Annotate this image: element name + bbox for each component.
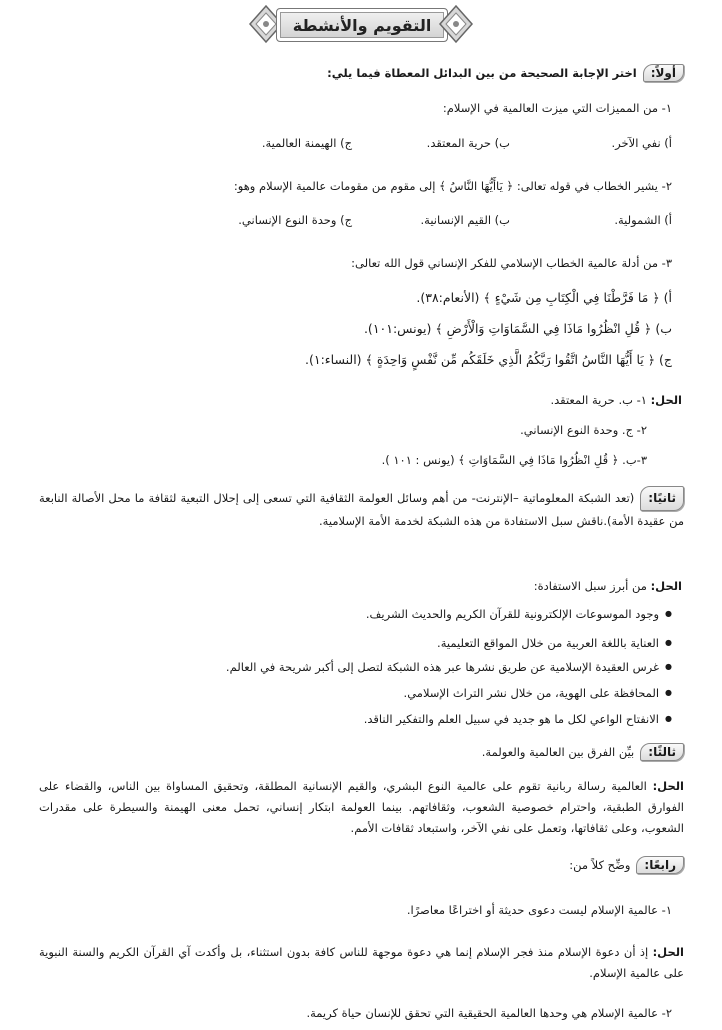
q4-solution-label: الحل:	[652, 945, 684, 959]
page-title: التقويم والأنشطة	[292, 15, 432, 35]
q2-bullet-3: ● غرس العقيدة الإسلامية عن طريق نشرها عبر هذه الشبكة لتصل إلى أكبر شريحة في العالم.	[226, 660, 672, 674]
q1-solution-1	[550, 393, 682, 407]
q2-tag: ثانيًا:	[640, 486, 684, 511]
q4-solution-block	[39, 942, 684, 984]
q3-solution-block	[39, 776, 684, 839]
q1-item2-stem: ٢- يشير الخطاب في قوله تعالى: ﴿ يَاأَيُّهَا النَّاسُ ﴾ إلى مقوم من مقومات عالمية الإسلام وهو:	[233, 179, 672, 193]
q2-solution-label: الحل:	[650, 579, 682, 593]
q1-item3-option-b: ب) ﴿ قُلِ انْظُرُوا مَاذَا فِي السَّمَاوَاتِ وَالْأَرْضِ ﴾ (يونس:١٠١).	[363, 321, 672, 336]
q1-item3-option-c: ج) ﴿ يَا أَيُّهَا النَّاسُ اتَّقُوا رَبَّكُمُ الَّذِي خَلَقَكُم مِّن نَّفْسٍ وَاحِدَةٍ ﴾ (النساء:١).	[304, 352, 672, 367]
q1-heading	[327, 64, 684, 82]
q1-solution-text-1: ١- ب. حرية المعتقد.	[550, 393, 647, 407]
q1-prompt: اختر الإجابة الصحيحة من بين البدائل المعطاة فيما يلي:	[327, 66, 637, 80]
q4-heading	[569, 856, 684, 874]
q2-bullet-5: ● الانفتاح الواعي لكل ما هو جديد في سبيل العلم والتفكير الناقد.	[364, 712, 672, 726]
q3-solution-text: العالمية رسالة ربانية تقوم على عالمية النوع البشري، والقيم الإنسانية المطلقة، وتحقيق المساواة بين الناس، والقضاء على الفوارق الطبقية، واحترام خصوصية الشعوب، وثقافاتهم. بينما العولمة ابتكار إنساني، تحمل معنى الهيمنة والسيطرة على مقدرات الشعوب، وعلى ثقافاتها، وتعمل على نفي الآخر، واستبعاد ثقافات الأمم.	[39, 779, 684, 835]
q1-item2-option-b: ب) القيم الإنسانية.	[420, 213, 510, 227]
q2-solution-intro: من أبرز سبل الاستفادة:	[533, 579, 647, 593]
q1-item3-option-a: أ) ﴿ مَا فَرَّطْنَا فِي الْكِتَابِ مِن شَيْءٍ ﴾ (الأنعام:٣٨).	[416, 290, 672, 305]
q1-item1-option-a: أ) نفي الآخر.	[611, 136, 672, 150]
q4-prompt: وضِّح كلاً من:	[569, 858, 631, 872]
q2-bullet-4: ● المحافظة على الهوية، من خلال نشر التراث الإسلامي.	[404, 686, 672, 700]
q1-solution-2: ٢- ج. وحدة النوع الإنساني.	[520, 423, 647, 437]
q1-tag: أولاً:	[643, 64, 684, 82]
q4-item-2: ٢- عالمية الإسلام هي وحدها العالمية الحقيقية التي تحقق للإنسان حياة كريمة.	[306, 1006, 672, 1020]
q1-solution-label: الحل:	[650, 393, 682, 407]
q1-item1-stem: ١- من المميزات التي ميزت العالمية في الإسلام:	[442, 101, 672, 115]
q2-solution-heading	[534, 579, 682, 593]
q2-bullet-2: ● العناية باللغة العربية من خلال المواقع التعليمية.	[437, 636, 672, 650]
q2-prompt: (تعد الشبكة المعلوماتية –الإنترنت- من أهم وسائل العولمة الثقافية التي تسعى إلى إحلال التبعية لثقافة ما محل الأصالة النابعة من عقيدة الأمة).ناقش سبل الاستفادة من هذه الشبكة لخدمة الأمة الإسلامية.	[39, 491, 684, 528]
q3-solution-label: الحل:	[652, 779, 684, 793]
q3-heading	[482, 743, 684, 761]
q1-item2-option-a: أ) الشمولية.	[614, 213, 672, 227]
q2-bullet-1: ● وجود الموسوعات الإلكترونية للقرآن الكريم والحديث الشريف.	[366, 607, 672, 621]
section-banner	[246, 2, 476, 46]
q2-block	[39, 486, 684, 532]
q1-item3-stem: ٣- من أدلة عالمية الخطاب الإسلامي للفكر الإنساني قول الله تعالى:	[351, 256, 672, 270]
ornament-right-icon	[438, 3, 476, 45]
q1-solution-3: ٣-ب. ﴿ قُلِ انْظُرُوا مَاذَا فِي السَّمَاوَاتِ ﴾ (يونس : ١٠١ ).	[381, 453, 647, 467]
q3-prompt: بيِّن الفرق بين العالمية والعولمة.	[481, 745, 635, 759]
q1-item2-option-c: ج) وحدة النوع الإنساني.	[238, 213, 352, 227]
q4-solution-text: إذ أن دعوة الإسلام منذ فجر الإسلام إنما هي دعوة موجهة للناس كافة بدون استثناء، بل وأكدت آي القرآن الكريم والسنة النبوية على عالمية الإسلام.	[39, 945, 684, 980]
banner-frame	[276, 8, 448, 42]
q1-item1-option-c: ج) الهيمنة العالمية.	[261, 136, 352, 150]
q4-item-1: ١- عالمية الإسلام ليست دعوى حديثة أو اختراعًا معاصرًا.	[406, 903, 672, 917]
q3-tag: ثالثًا:	[640, 743, 684, 761]
q4-tag: رابعًا:	[636, 856, 684, 874]
q1-item1-option-b: ب) حرية المعتقد.	[426, 136, 510, 150]
